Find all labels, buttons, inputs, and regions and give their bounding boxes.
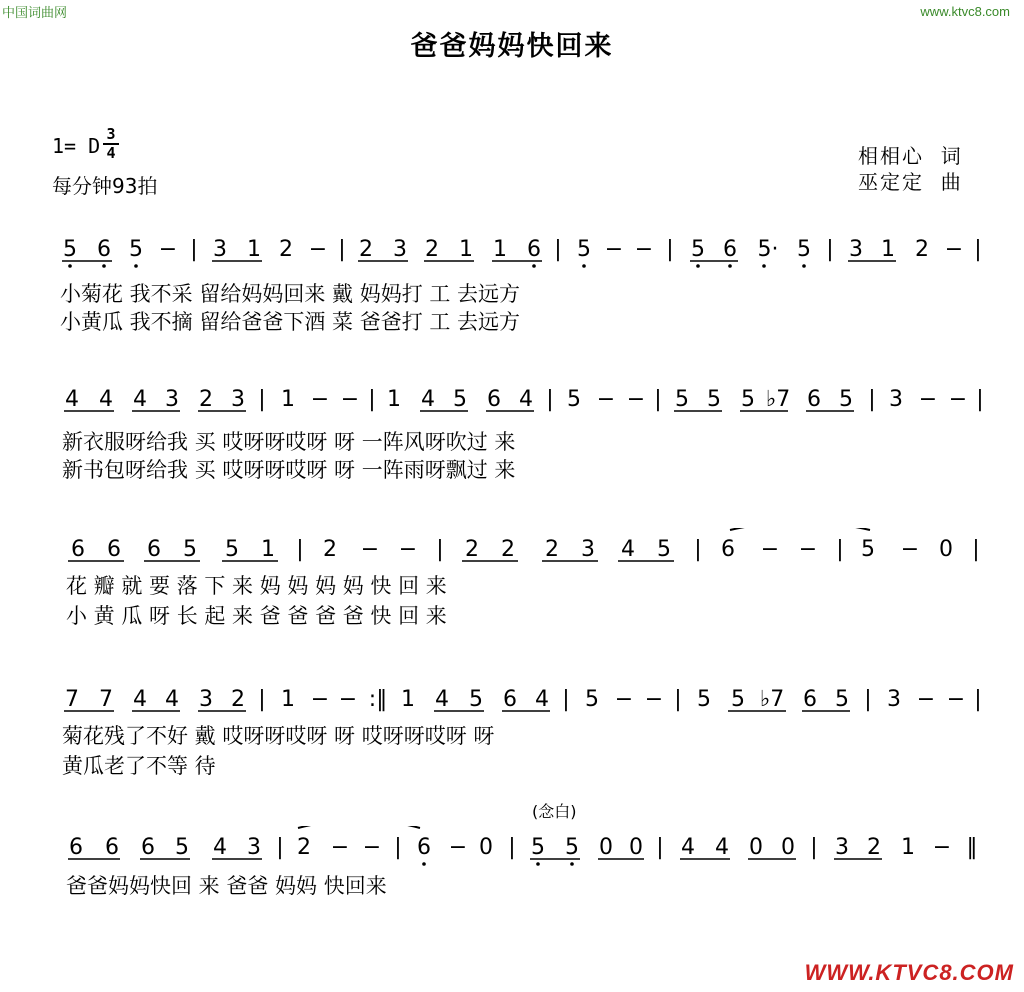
note: 3 [213,237,227,262]
note: 3 [231,387,245,412]
note: 2 [425,237,439,262]
note: 1 [901,835,915,860]
note: 4 [681,835,695,860]
note: 6 [107,537,121,562]
barline: | [974,687,982,712]
note: 1 [281,387,295,412]
note: 4 [213,835,227,860]
watermark-url[interactable]: www.ktvc8.com [920,4,1010,19]
note: 5 [691,237,705,262]
note: 5 [707,387,721,412]
lyric-verse-1: 小菊花 我不采 留给妈妈回来 戴 妈妈打 工 去远方 [60,282,521,306]
note: 3 [165,387,179,412]
note: 3 [199,687,213,712]
barline: | [836,537,844,562]
site-logo[interactable]: WWW.KTVC8.COM [804,960,1014,985]
note: 6 [417,835,431,860]
note-dash: − [310,687,330,712]
lyricist-credit: 相相心 词 [858,144,963,168]
composer-credit: 巫定定 曲 [858,170,963,194]
barline: | [368,387,376,412]
note: 4 [133,387,147,412]
key-signature: 1= D [52,134,101,158]
note-rest: 0 [939,537,953,562]
lyric-verse-1: 菊花残了不好 戴 哎呀呀哎呀 呀 哎呀呀哎呀 呀 [62,724,495,748]
note: 5 [225,537,239,562]
note: 5 [731,687,745,712]
note: 4 [99,387,113,412]
note: 4 [133,687,147,712]
barline: | [694,537,702,562]
note: 7 [99,687,113,712]
note: 2 [915,237,929,262]
barline: | [666,237,674,262]
note: 4 [715,835,729,860]
barline: | [296,537,304,562]
barline: | [562,687,570,712]
note: 5 [861,537,875,562]
note: 5 [839,387,853,412]
note-rest: 0 [749,835,763,860]
note-dash: − [448,835,468,860]
note-dash: − [360,537,380,562]
note: 1 [459,237,473,262]
note: 5 [531,835,545,860]
watermark-site-name: 中国词曲网 [2,6,68,21]
barline: | [972,537,980,562]
note: 1 [401,687,415,712]
note-dash: − [644,687,664,712]
note: 6 [105,835,119,860]
notation-row [0,678,1024,718]
note: 3 [887,687,901,712]
note: 2 [465,537,479,562]
note: 2 [199,387,213,412]
lyric-verse-2: 小 黄 瓜 呀 长 起 来 爸 爸 爸 爸 快 回 来 [66,604,447,628]
note: 6 [721,537,735,562]
note-dash: − [362,835,382,860]
barline: | [338,237,346,262]
note-dash: − [398,537,418,562]
note: 6 [69,835,83,860]
note-dash: − [626,387,646,412]
barline: | [656,835,664,860]
note-dash: − [916,687,936,712]
note-dash: − [634,237,654,262]
note: 1 [387,387,401,412]
time-signature-top: 3 [103,126,119,145]
barline: | [810,835,818,860]
note: 5 [797,237,811,262]
time-signature [103,126,119,161]
note: 5 [63,237,77,262]
note: 2 [359,237,373,262]
note-dash: − [330,835,350,860]
note: 2 [279,237,293,262]
barline: | [868,387,876,412]
note-dash: − [900,537,920,562]
note-rest: 0 [479,835,493,860]
note: 3 [835,835,849,860]
note: 2 [501,537,515,562]
note: 4 [421,387,435,412]
tie-arc [730,528,870,530]
barline: | [276,835,284,860]
note-dash: − [918,387,938,412]
spoken-marking: (念白) [532,802,577,821]
note: 6 [97,237,111,262]
barline: | [554,237,562,262]
note: 4 [65,387,79,412]
note: 5 [585,687,599,712]
lyric-verse-1: 新衣服呀给我 买 哎呀呀哎呀 呀 一阵风呀吹过 来 [62,430,516,454]
note: 2 [867,835,881,860]
barline: | [546,387,554,412]
note: 7 [65,687,79,712]
lyric-verse-2: 黄瓜老了不等 待 [62,754,216,778]
barline: | [674,687,682,712]
repeat-barline: :‖ [368,687,388,712]
note: 3 [247,835,261,860]
barline: | [258,387,266,412]
note-dash: − [596,387,616,412]
note: 2 [231,687,245,712]
note: 6 [147,537,161,562]
barline: | [826,237,834,262]
note: 3 [849,237,863,262]
score-line-3 [0,528,1024,648]
note: 4 [519,387,533,412]
note: 3 [889,387,903,412]
barline: | [436,537,444,562]
note-dash: − [158,237,178,262]
note: 3 [581,537,595,562]
note: 4 [535,687,549,712]
barline: | [508,835,516,860]
lyric-verse-2: 小黄瓜 我不摘 留给爸爸下酒 菜 爸爸打 工 去远方 [60,310,521,334]
note: 1 [493,237,507,262]
note: 1 [281,687,295,712]
note: 6 [723,237,737,262]
note: 6 [503,687,517,712]
note-rest: 0 [781,835,795,860]
note-dash: − [308,237,328,262]
note-dash: − [310,387,330,412]
note: 1 [247,237,261,262]
note-dash: − [944,237,964,262]
note: 3 [393,237,407,262]
note: 5 [741,387,755,412]
note-dash: − [604,237,624,262]
note: 5 [469,687,483,712]
note: 5 [453,387,467,412]
note: 6 [141,835,155,860]
score-line-2 [0,378,1024,498]
note: 5· [757,237,779,262]
note: 5 [183,537,197,562]
notation-row [0,378,1024,418]
note: 5 [697,687,711,712]
note-dash: − [760,537,780,562]
note: 6 [803,687,817,712]
note-rest: 0 [629,835,643,860]
note: 6 [71,537,85,562]
note-dash: − [614,687,634,712]
notation-row [0,826,1024,866]
note-rest: 0 [599,835,613,860]
note: 6 [807,387,821,412]
note-dash: − [932,835,952,860]
score-line-5 [0,826,1024,946]
barline: | [976,387,984,412]
lyric-verse-1: 花 瓣 就 要 落 下 来 妈 妈 妈 妈 快 回 来 [66,574,447,598]
note: 5 [565,835,579,860]
barline: | [258,687,266,712]
note-dash: − [340,387,360,412]
note-dash: − [338,687,358,712]
barline: | [864,687,872,712]
barline: | [974,237,982,262]
note: 5 [675,387,689,412]
time-signature-bottom: 4 [106,144,116,162]
note: 1 [261,537,275,562]
note: 1 [881,237,895,262]
tempo-marking: 每分钟93拍 [52,174,158,198]
note-dash: − [798,537,818,562]
note: 2 [297,835,311,860]
final-barline: ‖ [966,835,978,860]
lyric-verse-2: 新书包呀给我 买 哎呀呀哎呀 呀 一阵雨呀飘过 来 [62,458,516,482]
score-line-4 [0,678,1024,798]
note: 6 [527,237,541,262]
note: 5 [567,387,581,412]
barline: | [654,387,662,412]
note: 2 [323,537,337,562]
notation-row [0,228,1024,268]
barline: | [394,835,402,860]
note-flat: ♭7 [759,687,785,712]
tie-arc [298,826,420,828]
note: 2 [545,537,559,562]
note-flat: ♭7 [765,387,791,412]
note: 6 [487,387,501,412]
note: 5 [657,537,671,562]
barline: | [190,237,198,262]
note: 5 [175,835,189,860]
note: 4 [621,537,635,562]
score-line-1 [0,228,1024,348]
note: 5 [835,687,849,712]
song-title: 爸爸妈妈快回来 [410,31,614,62]
note: 5 [129,237,143,262]
note: 4 [435,687,449,712]
note: 5 [577,237,591,262]
lyric-verse-1: 爸爸妈妈快回 来 爸爸 妈妈 快回来 [66,874,387,898]
note-dash: − [948,387,968,412]
notation-row [0,528,1024,568]
note-dash: − [946,687,966,712]
note: 4 [165,687,179,712]
